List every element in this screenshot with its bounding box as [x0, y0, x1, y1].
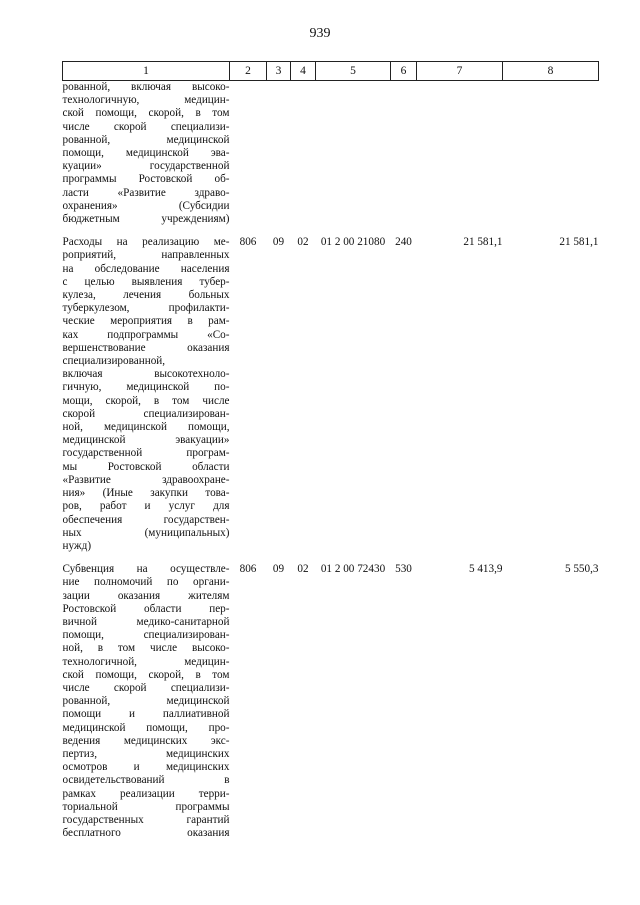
- column-header: 8: [503, 62, 599, 81]
- column-header: 4: [291, 62, 316, 81]
- section-code: 09: [272, 236, 285, 249]
- target-article-code: [316, 81, 391, 227]
- desc-line: с целью выявления тубер-: [62, 275, 230, 288]
- desc-line: ческие мероприятия в рам-: [62, 315, 230, 328]
- row-description: [63, 563, 230, 840]
- budget-table: [62, 61, 599, 840]
- desc-line: ториальной программы: [62, 800, 230, 813]
- amount-year-2: 5 550,3: [564, 563, 599, 576]
- desc-line: ской помощи, скорой, в том: [62, 668, 230, 681]
- desc-line: ных (муниципальных): [62, 526, 230, 539]
- section-code: 09: [272, 563, 285, 576]
- desc-line: специализированной,: [62, 355, 166, 368]
- column-header: 6: [391, 62, 417, 81]
- desc-line: технологичную, медицин-: [62, 94, 230, 107]
- desc-line: скорой специализирован-: [62, 407, 230, 420]
- row-description: [63, 81, 230, 227]
- desc-line: рамках реализации терри-: [62, 787, 230, 800]
- desc-line: освидетельствований в: [62, 774, 230, 787]
- desc-line: помощи и паллиативной: [62, 708, 230, 721]
- desc-line: ведения медицинских экс-: [62, 734, 230, 747]
- desc-line: мы Ростовской области: [62, 460, 230, 473]
- desc-line: ках подпрограммы «Со-: [62, 328, 230, 341]
- desc-line: на обследование населения: [62, 262, 230, 275]
- desc-line: пертиз, медицинских: [62, 747, 230, 760]
- desc-line: включая высокотехноло-: [62, 368, 230, 381]
- desc-line: медицинской помощи, про-: [62, 721, 230, 734]
- table-row: [63, 81, 599, 227]
- amount-year-1: 21 581,1: [463, 236, 503, 249]
- desc-line: программы Ростовской об-: [62, 173, 230, 186]
- desc-line: бюджетным учреждениям): [62, 213, 230, 226]
- desc-line: «Развитие здравоохране-: [62, 473, 230, 486]
- row-spacer: [63, 226, 599, 236]
- desc-line: вичной медико-санитарной: [62, 615, 230, 628]
- ministry-code: 806: [239, 563, 257, 576]
- desc-line: рованной, включая высоко-: [62, 81, 230, 93]
- desc-line: нужд): [62, 539, 92, 552]
- desc-line: гичную, медицинской по-: [62, 381, 230, 394]
- desc-line: ной, медицинской помощи,: [62, 421, 230, 434]
- column-header: 3: [267, 62, 291, 81]
- desc-line: охранения» (Субсидии: [62, 199, 230, 212]
- desc-line: помощи, медицинской эва-: [62, 147, 230, 160]
- table-row: [63, 563, 599, 840]
- expense-type-code: [391, 81, 417, 227]
- expense-type-code: 530: [395, 563, 412, 576]
- page-number: 939: [309, 26, 331, 41]
- column-header: 1: [63, 62, 230, 81]
- desc-line: кулеза, лечения больных: [62, 289, 230, 302]
- desc-line: туберкулезом, профилакти-: [62, 302, 230, 315]
- column-header: 7: [417, 62, 503, 81]
- desc-line: ров, работ и услуг для: [62, 500, 230, 513]
- target-article-code: 01 2 00 21080: [320, 236, 386, 249]
- amount-year-2: 21 581,1: [559, 236, 599, 249]
- desc-line: роприятий, направленных: [62, 249, 230, 262]
- desc-line: помощи, специализирован-: [62, 629, 230, 642]
- desc-line: медицинской эвакуации»: [62, 434, 230, 447]
- desc-line: рованной, медицинской: [62, 133, 230, 146]
- desc-line: зации оказания жителям: [62, 589, 230, 602]
- expense-type-code: 240: [395, 236, 412, 249]
- column-header: 2: [230, 62, 267, 81]
- desc-line: ние полномочий по органи-: [62, 576, 230, 589]
- desc-line: рованной, медицинской: [62, 695, 230, 708]
- subsection-code: [291, 81, 316, 227]
- subsection-code: 02: [297, 563, 309, 576]
- desc-line: технологичной, медицин-: [62, 655, 230, 668]
- desc-line: мощи, скорой, в том числе: [62, 394, 230, 407]
- desc-line: Расходы на реализацию ме-: [62, 236, 230, 249]
- section-code: [267, 81, 291, 227]
- row-description: [63, 236, 230, 553]
- column-header: 5: [316, 62, 391, 81]
- desc-line: ласти «Развитие здраво-: [62, 186, 230, 199]
- desc-line: государственных гарантий: [62, 813, 230, 826]
- amount-year-1: 5 413,9: [468, 563, 503, 576]
- desc-line: куации» государственной: [62, 160, 230, 173]
- target-article-code: 01 2 00 72430: [320, 563, 386, 576]
- desc-line: Ростовской области пер-: [62, 602, 230, 615]
- desc-line: ской помощи, скорой, в том: [62, 107, 230, 120]
- desc-line: числе скорой специализи-: [62, 681, 230, 694]
- desc-line: вершенствование оказания: [62, 341, 230, 354]
- subsection-code: 02: [297, 236, 309, 249]
- desc-line: ния» (Иные закупки това-: [62, 487, 230, 500]
- desc-line: Субвенция на осуществле-: [62, 563, 230, 576]
- desc-line: обеспечения государствен-: [62, 513, 230, 526]
- amount-year-1: [417, 81, 503, 227]
- desc-line: числе скорой специализи-: [62, 120, 230, 133]
- desc-line: бесплатного оказания: [62, 827, 230, 840]
- ministry-code: 806: [239, 236, 257, 249]
- amount-year-2: [503, 81, 599, 227]
- desc-line: осмотров и медицинских: [62, 761, 230, 774]
- row-spacer: [63, 553, 599, 563]
- desc-line: ной, в том числе высоко-: [62, 642, 230, 655]
- ministry-code: [230, 81, 267, 227]
- desc-line: государственной програм-: [62, 447, 230, 460]
- table-row: [63, 236, 599, 553]
- column-number-row: [63, 62, 599, 81]
